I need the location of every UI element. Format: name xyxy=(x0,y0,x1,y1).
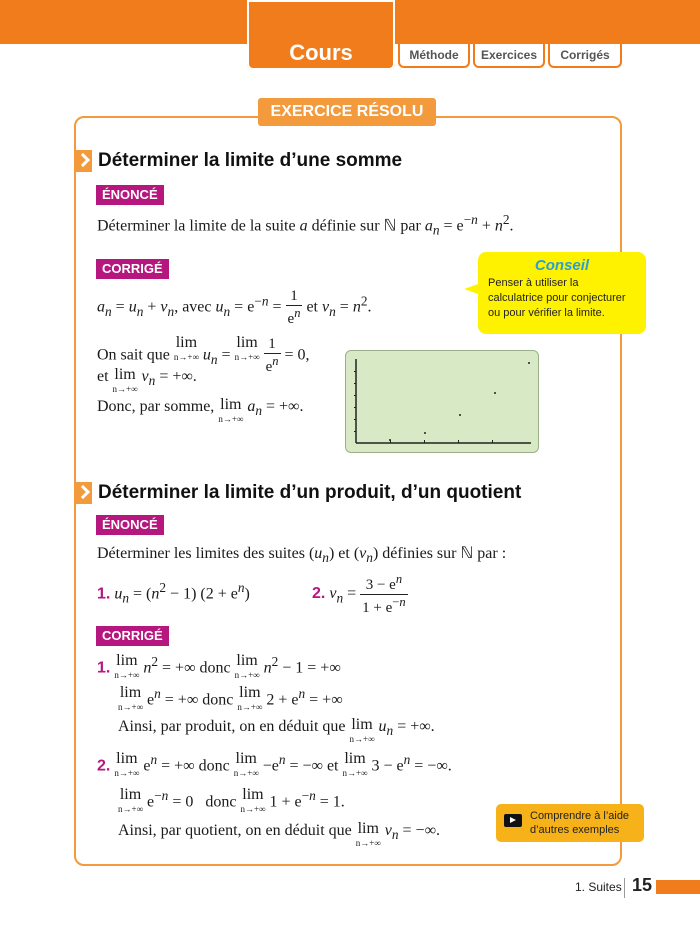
chevron-right-icon xyxy=(74,482,92,504)
section2-item2: 2. $v_n$ = $\frac{3 - e^n}{1 + e^{-n}}$ xyxy=(312,572,406,616)
corrige-label: CORRIGÉ xyxy=(96,259,169,279)
examples-video-button[interactable] xyxy=(496,804,644,842)
exercise-title: EXERCICE RÉSOLU xyxy=(258,98,436,126)
section1-line1: $a_n = u_n + v_n$, avec $u_n = e^{-n}$ = $\frac{1}{e^n}$ et $v_n = n^2$. xyxy=(97,288,372,327)
tab-cours[interactable]: Cours xyxy=(247,0,395,70)
section1-line3: et lim n→+∞ $v_n$ = +∞. xyxy=(97,366,197,394)
tab-corriges[interactable]: Corrigés xyxy=(548,44,622,68)
page-number: 15 xyxy=(632,875,653,895)
c2-line3: Ainsi, par quotient, on en déduit que lim n→+∞ $v_n$ = −∞. xyxy=(118,820,440,848)
chevron-right-icon xyxy=(74,150,92,172)
conseil-box xyxy=(478,252,646,334)
c2-line1: 2. lim n→+∞ $e^n$ = +∞ donc lim n→+∞ $-e^n$ = −∞ et lim n→+∞ $3 - e^n$ = −∞. xyxy=(97,750,452,778)
conseil-title: Conseil xyxy=(534,257,590,274)
section1-enonce: Déterminer la limite de la suite a définie sur ℕ par $a_n = e^{-n} + n^2$. xyxy=(97,212,514,238)
c1-line2: lim n→+∞ $e^n$ = +∞ donc lim n→+∞ $2 + e^n$ = +∞ xyxy=(118,684,343,712)
conseil-text: Penser à utiliser la calculatrice pour conjecturer ou pour vérifier la limite. xyxy=(488,277,626,319)
calculator-plot xyxy=(346,351,538,452)
tab-exercices[interactable]: Exercices xyxy=(473,44,545,68)
footer-bar xyxy=(656,880,700,894)
enonce-label: ÉNONCÉ xyxy=(96,515,164,535)
help-line2: d’autres exemples xyxy=(530,824,620,836)
calculator-screen xyxy=(345,350,539,453)
section2-heading: Déterminer la limite d’un produit, d’un quotient xyxy=(98,482,522,503)
footer-divider xyxy=(624,878,625,898)
section1-line2: On sait que lim n→+∞ $u_n = \lim$ n→+∞ $\frac{1}{e^n}$ = 0, xyxy=(97,334,310,375)
c1-line1: 1. lim n→+∞ $n^2$ = +∞ donc lim n→+∞ $n^2 - 1$ = +∞ xyxy=(97,652,341,680)
footer-chapter: 1. Suites xyxy=(575,880,622,894)
help-line1: Comprendre à l’aide xyxy=(530,810,630,822)
c1-line3: Ainsi, par produit, on en déduit que lim n→+∞ $u_n$ = +∞. xyxy=(118,716,435,744)
section1-heading: Déterminer la limite d’une somme xyxy=(98,150,403,171)
section1-line4: Donc, par somme, lim n→+∞ $a_n$ = +∞. xyxy=(97,396,304,424)
corrige-label: CORRIGÉ xyxy=(96,626,169,646)
tab-methode[interactable]: Méthode xyxy=(398,44,470,68)
section2-item1: 1. $u_n = (n^2 - 1) (2 + e^n)$ xyxy=(97,580,250,606)
section2-enonce: Déterminer les limites des suites $(u_n)$ et $(v_n)$ définies sur ℕ par : xyxy=(97,545,507,566)
c2-line2: lim n→+∞ $e^{-n} = 0$ donc lim n→+∞ $1 + e^{-n} = 1$. xyxy=(118,786,345,814)
enonce-label: ÉNONCÉ xyxy=(96,185,164,205)
video-icon xyxy=(504,814,522,827)
